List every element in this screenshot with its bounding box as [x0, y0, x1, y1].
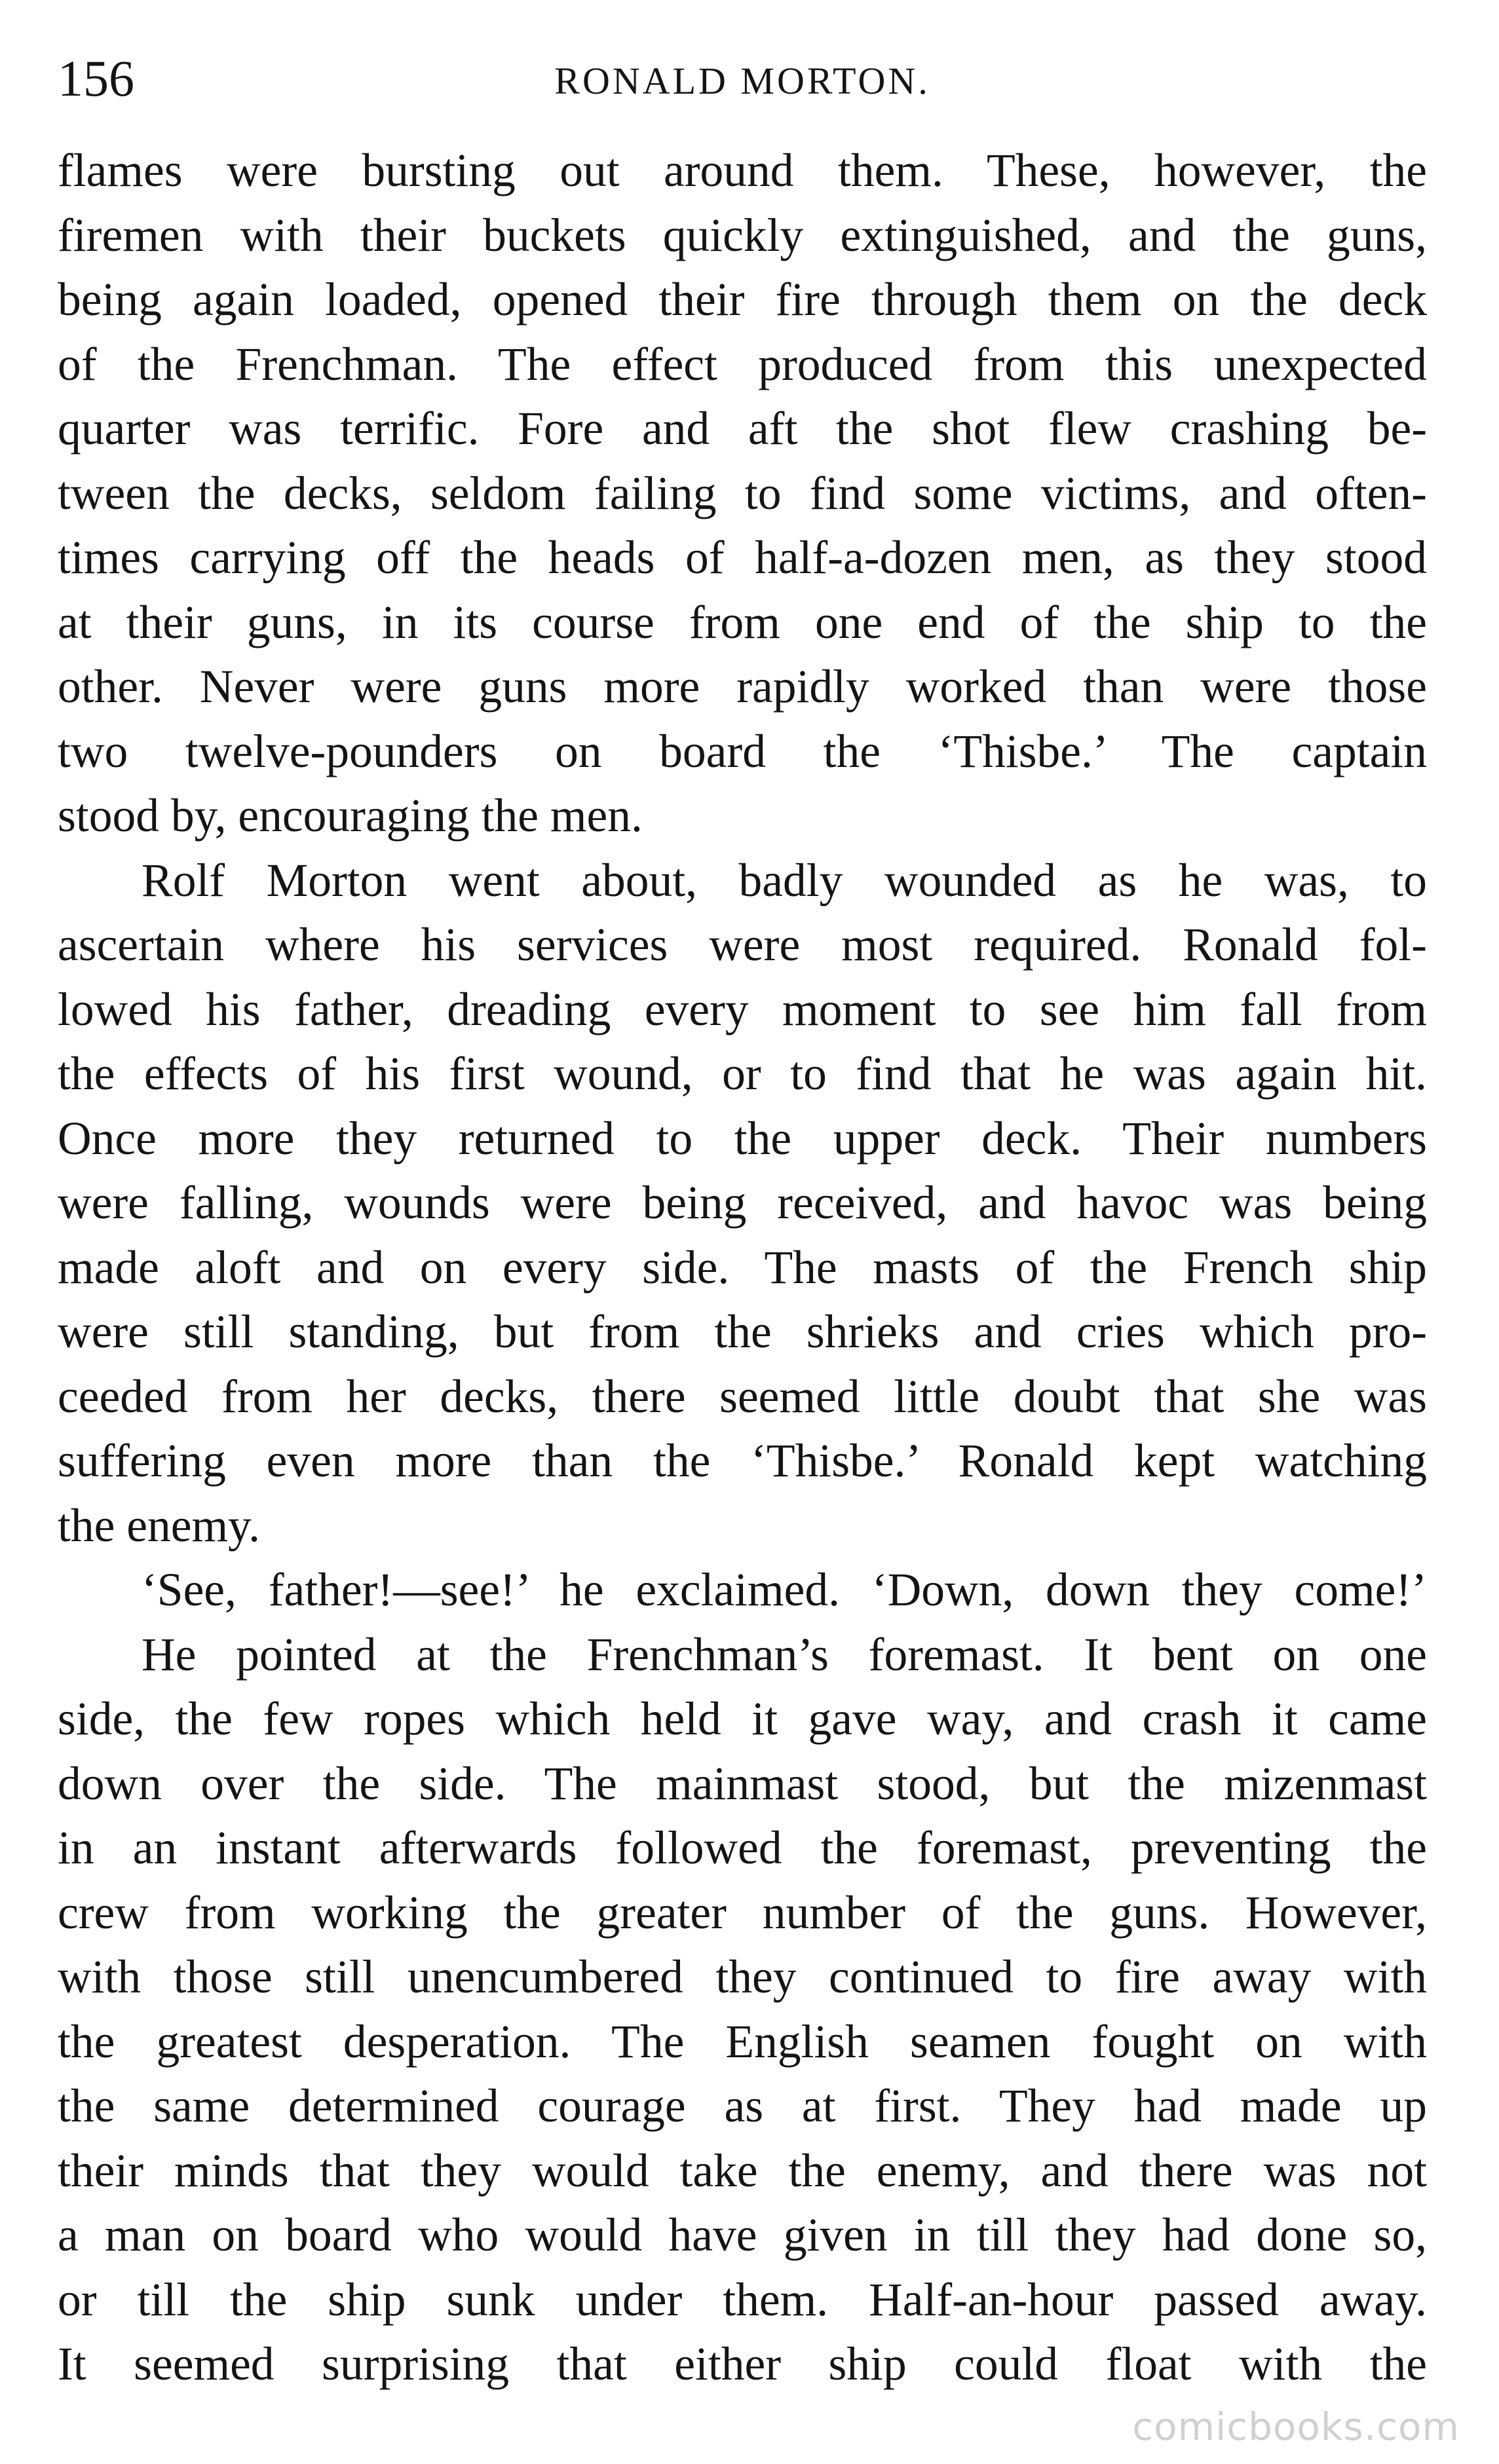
text-line: at their guns, in its course from one end of the ship to the	[58, 596, 1427, 648]
text-line: down over the side. The mainmast stood, but the mizenmast	[58, 1757, 1427, 1810]
text-line: made aloft and on every side. The masts of the French ship	[58, 1241, 1427, 1294]
text-line: lowed his father, dreading every moment to see him fall from	[58, 983, 1427, 1036]
text-line: the same determined courage as at first. They had made up	[58, 2080, 1427, 2132]
text-line: firemen with their buckets quickly extinguished, and the guns,	[58, 209, 1427, 261]
page-number: 156	[58, 50, 134, 107]
text-line: the enemy.	[58, 1499, 261, 1552]
text-line: quarter was terrific. Fore and aft the shot flew crashing be-	[58, 403, 1427, 455]
text-line: the effects of his first wound, or to find that he was again hit.	[58, 1048, 1427, 1100]
watermark: comicbooks.com	[1132, 2404, 1460, 2449]
text-line: ascertain where his services were most required. Ronald fol-	[58, 919, 1427, 971]
text-line: Once more they returned to the upper deck. Their numbers	[58, 1112, 1427, 1165]
text-line: a man on board who would have given in till they had done so,	[58, 2209, 1427, 2261]
text-line: Rolf Morton went about, badly wounded as he was, to	[142, 854, 1427, 906]
text-line: times carrying off the heads of half-a-dozen men, as they stood	[58, 532, 1427, 584]
running-head	[58, 41, 1427, 119]
text-line: tween the decks, seldom failing to find some victims, and often-	[58, 467, 1427, 519]
text-line: It seemed surprising that either ship could float with the	[58, 2338, 1427, 2390]
text-line: in an instant afterwards followed the foremast, preventing the	[58, 1822, 1427, 1874]
text-line: their minds that they would take the enemy, and there was not	[58, 2144, 1427, 2197]
text-line: or till the ship sunk under them. Half-an-hour passed away.	[58, 2273, 1427, 2326]
text-line: He pointed at the Frenchman’s foremast. It bent on one	[142, 1628, 1427, 1681]
text-line: crew from working the greater number of the guns. However,	[58, 1886, 1427, 1939]
text-line: flames were bursting out around them. These, however, the	[58, 145, 1427, 196]
text-line: ceeded from her decks, there seemed little doubt that she was	[58, 1370, 1427, 1423]
body-text	[58, 139, 1427, 2397]
text-line: of the Frenchman. The effect produced from this unexpected	[58, 338, 1427, 390]
text-line: stood by, encouraging the men.	[58, 790, 643, 842]
text-line: being again loaded, opened their fire through them on the deck	[58, 274, 1427, 326]
text-line: ‘See, father!—see!’ he exclaimed. ‘Down, down they come!’	[142, 1564, 1427, 1616]
text-line: with those still unencumbered they continued to fire away with	[58, 1951, 1427, 2003]
text-line: the greatest desperation. The English seamen fought on with	[58, 2015, 1427, 2068]
text-line: were falling, wounds were being received, and havoc was being	[58, 1177, 1427, 1229]
text-line: suffering even more than the ‘Thisbe.’ Ronald kept watching	[58, 1435, 1427, 1487]
text-line: side, the few ropes which held it gave way, and crash it came	[58, 1693, 1427, 1745]
text-line: other. Never were guns more rapidly worked than were those	[58, 661, 1427, 713]
text-line: were still standing, but from the shrieks and cries which pro-	[58, 1306, 1427, 1358]
text-line: two twelve-pounders on board the ‘Thisbe.’ The captain	[58, 725, 1427, 777]
running-title: RONALD MORTON.	[554, 60, 930, 102]
